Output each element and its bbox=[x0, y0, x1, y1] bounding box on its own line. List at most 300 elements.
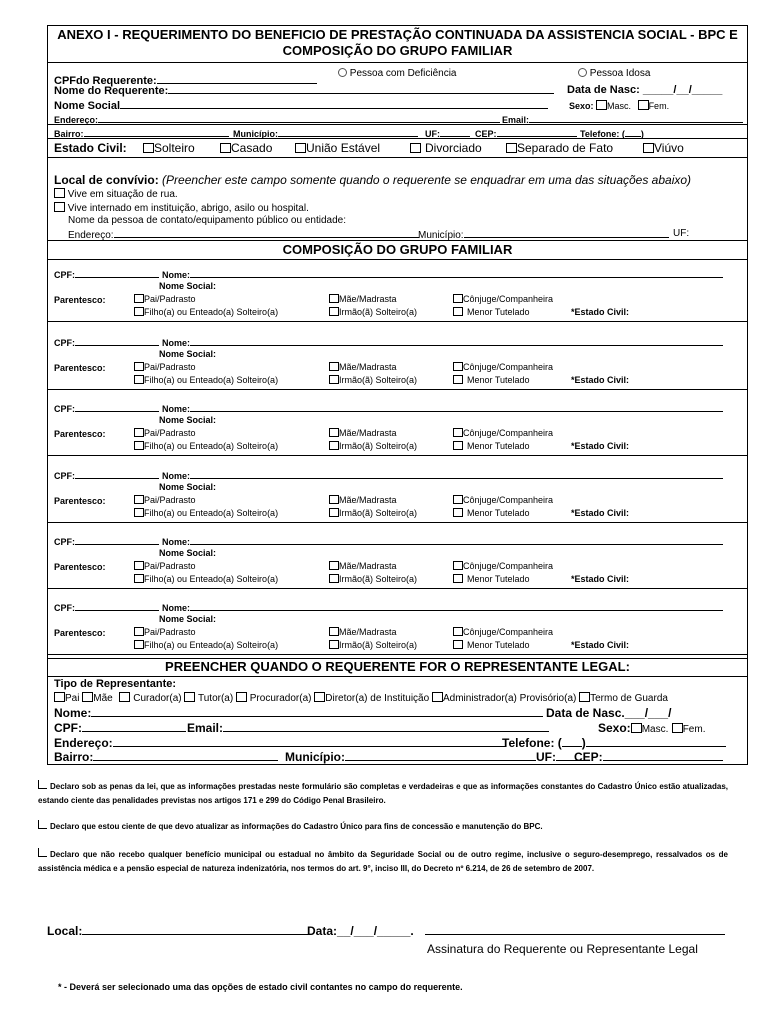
rep-sexo-label: Sexo: bbox=[598, 721, 631, 735]
parentesco-checkbox[interactable] bbox=[453, 375, 463, 384]
idosa-radio[interactable] bbox=[578, 68, 587, 77]
tipo-representante-label: Tipo de Representante: bbox=[54, 678, 177, 690]
parentesco-checkbox[interactable] bbox=[453, 640, 463, 649]
familiar-nome-label: Nome: bbox=[162, 338, 191, 348]
familiar-nome-field[interactable] bbox=[162, 336, 723, 348]
estado-civil-option-label: União Estável bbox=[306, 141, 381, 155]
parentesco-conjuge[interactable] bbox=[453, 495, 553, 505]
estado-civil-checkbox[interactable] bbox=[143, 143, 154, 153]
parentesco-option-label: Cônjuge/Companheira bbox=[463, 561, 554, 571]
parentesco-checkbox[interactable] bbox=[329, 428, 339, 437]
rep-endereco-field[interactable] bbox=[54, 736, 506, 750]
parentesco-checkbox[interactable] bbox=[453, 508, 463, 517]
fem-checkbox[interactable] bbox=[638, 100, 649, 110]
familiar-estado-civil-label: *Estado Civil: bbox=[571, 508, 630, 518]
nome-social-label: Nome Social bbox=[54, 100, 121, 112]
rep-telefone-label: Telefone: ( bbox=[502, 736, 562, 750]
parentesco-checkbox[interactable] bbox=[329, 441, 339, 450]
tipo-option-label: Tutor(a) bbox=[198, 693, 234, 704]
convivio-endereco-label: Endereço: bbox=[68, 230, 114, 241]
divider bbox=[47, 522, 748, 523]
parentesco-checkbox[interactable] bbox=[453, 627, 463, 636]
divider bbox=[47, 654, 748, 655]
rep-cep-label: CEP: bbox=[574, 750, 603, 764]
data-mask: __/___/_____. bbox=[337, 924, 414, 938]
familiar-cpf-field[interactable] bbox=[54, 402, 159, 414]
divider bbox=[47, 676, 748, 677]
parentesco-checkbox[interactable] bbox=[134, 428, 144, 437]
divider bbox=[47, 321, 748, 322]
tipo-option-label: Mãe bbox=[93, 693, 113, 704]
divider bbox=[47, 240, 748, 241]
parentesco-conjuge[interactable] bbox=[453, 627, 553, 637]
representante-title: PREENCHER QUANDO O REQUERENTE FOR O REPRESENTANTE LEGAL: bbox=[165, 659, 630, 674]
parentesco-option-label: Menor Tutelado bbox=[467, 307, 530, 317]
telefone-label: Telefone: ( bbox=[580, 129, 625, 139]
parentesco-checkbox[interactable] bbox=[134, 495, 144, 504]
parentesco-menor[interactable] bbox=[453, 375, 530, 385]
parentesco-pai[interactable] bbox=[134, 561, 196, 571]
rep-endereco-label: Endereço: bbox=[54, 736, 113, 750]
parentesco-pai[interactable] bbox=[134, 294, 196, 304]
tipo-diretor[interactable] bbox=[314, 693, 429, 704]
tipo-option-label: Curador(a) bbox=[133, 693, 182, 704]
parentesco-menor[interactable] bbox=[453, 508, 530, 518]
email-label: Email: bbox=[502, 115, 530, 125]
estado-civil-separado[interactable] bbox=[506, 141, 613, 155]
parentesco-mae[interactable] bbox=[329, 362, 397, 372]
familiar-estado-civil-label: *Estado Civil: bbox=[571, 307, 630, 317]
parentesco-option-label: Filho(a) ou Enteado(a) Solteiro(a) bbox=[144, 375, 279, 385]
rep-data-nasc-label: Data de Nasc. bbox=[546, 706, 625, 720]
familiar-cpf-field[interactable] bbox=[54, 336, 159, 348]
fem-label: Fem. bbox=[648, 101, 670, 111]
rep-telefone-field[interactable] bbox=[502, 736, 726, 750]
declaracao-checkbox[interactable] bbox=[38, 820, 47, 829]
rep-cpf-label: CPF: bbox=[54, 721, 82, 735]
convivio-uf-label: UF: bbox=[673, 228, 690, 239]
parentesco-option-label: Filho(a) ou Enteado(a) Solteiro(a) bbox=[144, 640, 279, 650]
familiar-cpf-label: CPF: bbox=[54, 270, 75, 280]
tipo-representante-options bbox=[54, 692, 668, 704]
declaracao-3[interactable] bbox=[38, 848, 728, 876]
familiar-member bbox=[47, 469, 748, 535]
parentesco-checkbox[interactable] bbox=[134, 627, 144, 636]
familiar-cpf-field[interactable] bbox=[54, 268, 159, 280]
tipo-checkbox[interactable] bbox=[119, 692, 130, 702]
parentesco-option-label: Pai/Padrasto bbox=[144, 294, 196, 304]
familiar-cpf-field[interactable] bbox=[54, 469, 159, 481]
familiar-cpf-label: CPF: bbox=[54, 471, 75, 481]
parentesco-filho[interactable] bbox=[134, 640, 278, 650]
parentesco-conjuge[interactable] bbox=[453, 561, 553, 571]
convivio-option-rua[interactable] bbox=[54, 188, 178, 200]
parentesco-menor[interactable] bbox=[453, 640, 530, 650]
parentesco-option-label: Mãe/Madrasta bbox=[339, 362, 397, 372]
tipo-option-label: Termo de Guarda bbox=[590, 693, 668, 704]
data-nasc-mask: _____/__/_____ bbox=[642, 84, 723, 96]
parentesco-checkbox[interactable] bbox=[453, 441, 463, 450]
parentesco-menor[interactable] bbox=[453, 307, 530, 317]
parentesco-checkbox[interactable] bbox=[453, 294, 463, 303]
parentesco-mae[interactable] bbox=[329, 627, 397, 637]
convivio-municipio-label: Município: bbox=[418, 230, 464, 241]
familiar-parentesco-label: Parentesco: bbox=[54, 562, 106, 572]
divider bbox=[47, 157, 748, 158]
familiar-parentesco-label: Parentesco: bbox=[54, 628, 106, 638]
parentesco-irmao[interactable] bbox=[329, 574, 417, 584]
familiar-nome-label: Nome: bbox=[162, 603, 191, 613]
parentesco-option-label: Filho(a) ou Enteado(a) Solteiro(a) bbox=[144, 574, 279, 584]
tipo-procurador[interactable] bbox=[236, 693, 311, 704]
convivio-rua-label: Vive em situação de rua. bbox=[67, 189, 178, 200]
parentesco-option-label: Mãe/Madrasta bbox=[339, 428, 397, 438]
parentesco-option-label: Menor Tutelado bbox=[467, 508, 530, 518]
tipo-checkbox[interactable] bbox=[54, 692, 65, 702]
rep-telefone-close: ) bbox=[581, 736, 586, 750]
divider bbox=[47, 62, 748, 63]
rep-fem-checkbox[interactable] bbox=[672, 723, 683, 733]
parentesco-conjuge[interactable] bbox=[453, 428, 553, 438]
parentesco-option-label: Menor Tutelado bbox=[467, 574, 530, 584]
parentesco-option-label: Cônjuge/Companheira bbox=[463, 428, 554, 438]
tipo-administrador[interactable] bbox=[432, 693, 576, 704]
parentesco-checkbox[interactable] bbox=[134, 307, 144, 316]
uf-label: UF: bbox=[425, 129, 440, 139]
parentesco-option-label: Menor Tutelado bbox=[467, 441, 530, 451]
parentesco-mae[interactable] bbox=[329, 294, 397, 304]
parentesco-mae[interactable] bbox=[329, 561, 397, 571]
parentesco-option-label: Filho(a) ou Enteado(a) Solteiro(a) bbox=[144, 508, 279, 518]
familiar-nome-field[interactable] bbox=[162, 469, 723, 481]
rep-municipio-label: Município: bbox=[285, 750, 345, 764]
parentesco-checkbox[interactable] bbox=[453, 574, 463, 583]
parentesco-option-label: Pai/Padrasto bbox=[144, 362, 196, 372]
rep-nome-label: Nome: bbox=[54, 706, 92, 720]
familiar-nome-field[interactable] bbox=[162, 402, 723, 414]
familiar-nome-social-label: Nome Social: bbox=[159, 349, 217, 359]
parentesco-option-label: Filho(a) ou Enteado(a) Solteiro(a) bbox=[144, 441, 279, 451]
estado-civil-checkbox[interactable] bbox=[410, 143, 421, 153]
familiar-nome-social-label: Nome Social: bbox=[159, 548, 217, 558]
rep-cep-field[interactable] bbox=[574, 750, 723, 764]
parentesco-checkbox[interactable] bbox=[453, 428, 463, 437]
parentesco-checkbox[interactable] bbox=[453, 495, 463, 504]
rep-email-label: Email: bbox=[187, 721, 224, 735]
parentesco-checkbox[interactable] bbox=[453, 561, 463, 570]
estado-civil-checkbox[interactable] bbox=[220, 143, 231, 153]
pcd-label: Pessoa com Deficiência bbox=[349, 68, 457, 79]
parentesco-menor[interactable] bbox=[453, 574, 530, 584]
rep-nome-field[interactable] bbox=[54, 706, 543, 720]
parentesco-option-label: Mãe/Madrasta bbox=[339, 294, 397, 304]
divider bbox=[47, 455, 748, 456]
rep-data-nasc-mask: ___/___/ bbox=[624, 706, 672, 720]
parentesco-checkbox[interactable] bbox=[329, 307, 339, 316]
rep-bairro-label: Bairro: bbox=[54, 750, 94, 764]
convivio-hint: (Preencher este campo somente quando o requerente se enquadrar em uma das situações abaixo) bbox=[162, 173, 692, 187]
tipo-option-label: Administrador(a) Provisório(a) bbox=[442, 693, 577, 704]
parentesco-option-label: Cônjuge/Companheira bbox=[463, 495, 554, 505]
parentesco-option-label: Irmão(ã) Solteiro(a) bbox=[339, 508, 418, 518]
tipo-option-label: Pai bbox=[65, 693, 80, 704]
divider bbox=[47, 259, 748, 260]
parentesco-checkbox[interactable] bbox=[134, 574, 144, 583]
cpf-requerente-label: CPFdo Requerente: bbox=[54, 75, 157, 87]
parentesco-option-label: Irmão(ã) Solteiro(a) bbox=[339, 574, 418, 584]
nome-social-field[interactable] bbox=[54, 99, 548, 112]
parentesco-checkbox[interactable] bbox=[134, 640, 144, 649]
parentesco-checkbox[interactable] bbox=[134, 508, 144, 517]
estado-civil-option-label: Solteiro bbox=[154, 141, 195, 155]
parentesco-checkbox[interactable] bbox=[329, 375, 339, 384]
parentesco-option-label: Mãe/Madrasta bbox=[339, 495, 397, 505]
idosa-option[interactable] bbox=[578, 68, 650, 79]
declaracao-checkbox[interactable] bbox=[38, 780, 47, 789]
tipo-curador[interactable] bbox=[115, 693, 181, 704]
convivio-label: Local de convívio: bbox=[54, 173, 159, 187]
familiar-cpf-label: CPF: bbox=[54, 537, 75, 547]
declaracao-1[interactable] bbox=[38, 780, 728, 808]
parentesco-checkbox[interactable] bbox=[329, 362, 339, 371]
pcd-option[interactable] bbox=[338, 68, 457, 79]
parentesco-option-label: Filho(a) ou Enteado(a) Solteiro(a) bbox=[144, 307, 279, 317]
convivio-header bbox=[54, 173, 691, 187]
divider bbox=[47, 389, 748, 390]
parentesco-pai[interactable] bbox=[134, 495, 196, 505]
estado-civil-option-label: Separado de Fato bbox=[517, 141, 614, 155]
parentesco-checkbox[interactable] bbox=[329, 495, 339, 504]
parentesco-option-label: Menor Tutelado bbox=[467, 640, 530, 650]
familiar-cpf-label: CPF: bbox=[54, 603, 75, 613]
idosa-label: Pessoa Idosa bbox=[589, 68, 651, 79]
sexo-field bbox=[569, 100, 669, 111]
parentesco-filho[interactable] bbox=[134, 307, 278, 317]
familiar-parentesco-label: Parentesco: bbox=[54, 295, 106, 305]
parentesco-irmao[interactable] bbox=[329, 441, 417, 451]
estado-civil-label: Estado Civil: bbox=[54, 141, 127, 155]
familiar-nome-label: Nome: bbox=[162, 404, 191, 414]
familiar-estado-civil-label: *Estado Civil: bbox=[571, 441, 630, 451]
convivio-rua-checkbox[interactable] bbox=[54, 188, 65, 198]
form-title-line2: COMPOSIÇÃO DO GRUPO FAMILIAR bbox=[282, 43, 513, 58]
familiar-nome-social-label: Nome Social: bbox=[159, 415, 217, 425]
parentesco-filho[interactable] bbox=[134, 441, 278, 451]
estado-civil-casado[interactable] bbox=[220, 141, 272, 155]
parentesco-option-label: Pai/Padrasto bbox=[144, 561, 196, 571]
rep-sexo-field bbox=[598, 721, 705, 735]
local-field[interactable] bbox=[47, 924, 310, 938]
tipo-checkbox[interactable] bbox=[82, 692, 93, 702]
footnote: * - Deverá ser selecionado uma das opções de estado civil contantes no campo do requerente. bbox=[58, 982, 463, 992]
familiar-estado-civil-label: *Estado Civil: bbox=[571, 574, 630, 584]
data-label: Data: bbox=[307, 924, 338, 938]
local-label: Local: bbox=[47, 924, 83, 938]
familiar-member bbox=[47, 402, 748, 468]
parentesco-option-label: Pai/Padrasto bbox=[144, 428, 196, 438]
rep-fem-label: Fem. bbox=[682, 724, 706, 735]
signature-line bbox=[425, 934, 725, 935]
familiar-nome-field[interactable] bbox=[162, 268, 723, 280]
parentesco-checkbox[interactable] bbox=[134, 294, 144, 303]
familiar-estado-civil-label: *Estado Civil: bbox=[571, 640, 630, 650]
bairro-label: Bairro: bbox=[54, 129, 84, 139]
familiar-member bbox=[47, 268, 748, 334]
rep-municipio-field[interactable] bbox=[285, 750, 511, 764]
familiar-cpf-label: CPF: bbox=[54, 404, 75, 414]
declaracao-2[interactable] bbox=[38, 820, 728, 834]
familiar-nome-label: Nome: bbox=[162, 537, 191, 547]
tipo-guarda[interactable] bbox=[579, 693, 668, 704]
rep-masc-label: Masc. bbox=[641, 724, 669, 735]
rep-data-nasc-field[interactable] bbox=[546, 706, 671, 720]
parentesco-option-label: Mãe/Madrasta bbox=[339, 561, 397, 571]
parentesco-pai[interactable] bbox=[134, 627, 196, 637]
data-field[interactable] bbox=[307, 924, 414, 938]
estado-civil-uniao[interactable] bbox=[295, 141, 380, 155]
familiar-parentesco-label: Parentesco: bbox=[54, 496, 106, 506]
declaracao-text: Declaro que não recebo qualquer benefício municipal ou estadual no âmbito da Seguridade Social ou de outro regime, inclusive o seguro-desemprego, ressalvados os de assistência médica e a pensão especial de natureza indenizatória, nos termos do art. 9°, inciso III, do Decreto nº 6.214, de 26 de setembro de 2007. bbox=[38, 850, 728, 873]
parentesco-mae[interactable] bbox=[329, 428, 397, 438]
nome-requerente-label: Nome do Requerente: bbox=[54, 85, 169, 97]
divider bbox=[47, 124, 748, 125]
endereco-label: Endereço: bbox=[54, 115, 99, 125]
parentesco-conjuge[interactable] bbox=[453, 362, 553, 372]
parentesco-checkbox[interactable] bbox=[329, 627, 339, 636]
familiar-member bbox=[47, 336, 748, 402]
parentesco-mae[interactable] bbox=[329, 495, 397, 505]
estado-civil-divorciado[interactable] bbox=[410, 141, 482, 155]
parentesco-irmao[interactable] bbox=[329, 508, 417, 518]
familiar-estado-civil-label: *Estado Civil: bbox=[571, 375, 630, 385]
estado-civil-viuvo[interactable] bbox=[643, 141, 684, 155]
parentesco-checkbox[interactable] bbox=[134, 441, 144, 450]
familiar-nome-label: Nome: bbox=[162, 471, 191, 481]
familiar-nome-field[interactable] bbox=[162, 601, 723, 613]
pcd-radio[interactable] bbox=[338, 68, 347, 77]
tipo-pai[interactable] bbox=[54, 693, 79, 704]
parentesco-checkbox[interactable] bbox=[453, 362, 463, 371]
parentesco-checkbox[interactable] bbox=[329, 294, 339, 303]
tipo-option-label: Diretor(a) de Instituição bbox=[325, 693, 430, 704]
tipo-checkbox[interactable] bbox=[236, 692, 247, 702]
rep-cpf-field[interactable] bbox=[54, 721, 186, 735]
rep-masc-checkbox[interactable] bbox=[631, 723, 642, 733]
parentesco-option-label: Pai/Padrasto bbox=[144, 627, 196, 637]
cep-label: CEP: bbox=[475, 129, 497, 139]
parentesco-conjuge[interactable] bbox=[453, 294, 553, 304]
parentesco-option-label: Pai/Padrasto bbox=[144, 495, 196, 505]
form-title-line1: ANEXO I - REQUERIMENTO DO BENEFICIO DE PRESTAÇÃO CONTINUADA DA ASSISTENCIA SOCIAL - BPC E bbox=[57, 27, 738, 42]
parentesco-option-label: Cônjuge/Companheira bbox=[463, 362, 554, 372]
familiar-nome-social-label: Nome Social: bbox=[159, 482, 217, 492]
assinatura-label: Assinatura do Requerente ou Representante Legal bbox=[427, 942, 698, 956]
tipo-checkbox[interactable] bbox=[579, 692, 590, 702]
estado-civil-option-label: Viúvo bbox=[654, 141, 684, 155]
estado-civil-checkbox[interactable] bbox=[506, 143, 517, 153]
parentesco-checkbox[interactable] bbox=[134, 362, 144, 371]
parentesco-irmao[interactable] bbox=[329, 375, 417, 385]
divider bbox=[47, 138, 748, 139]
estado-civil-option-label: Casado bbox=[231, 141, 273, 155]
masc-checkbox[interactable] bbox=[596, 100, 607, 110]
parentesco-checkbox[interactable] bbox=[329, 640, 339, 649]
familiar-member bbox=[47, 535, 748, 601]
rep-bairro-field[interactable] bbox=[54, 750, 278, 764]
masc-label: Masc. bbox=[607, 101, 632, 111]
contato-label: Nome da pessoa de contato/equipamento público ou entidade: bbox=[68, 215, 346, 226]
data-nasc-field[interactable] bbox=[567, 84, 722, 96]
familiar-nome-social-label: Nome Social: bbox=[159, 614, 217, 624]
familiar-cpf-field[interactable] bbox=[54, 535, 159, 547]
divider bbox=[47, 588, 748, 589]
parentesco-checkbox[interactable] bbox=[329, 561, 339, 570]
parentesco-checkbox[interactable] bbox=[453, 307, 463, 316]
nome-requerente-field[interactable] bbox=[54, 84, 554, 97]
familiar-cpf-label: CPF: bbox=[54, 338, 75, 348]
parentesco-irmao[interactable] bbox=[329, 640, 417, 650]
parentesco-filho[interactable] bbox=[134, 375, 278, 385]
estado-civil-checkbox[interactable] bbox=[643, 143, 654, 153]
parentesco-checkbox[interactable] bbox=[134, 375, 144, 384]
sexo-label: Sexo: bbox=[569, 101, 594, 111]
parentesco-menor[interactable] bbox=[453, 441, 530, 451]
convivio-internado-label: Vive internado em instituição, abrigo, asilo ou hospital. bbox=[67, 203, 309, 214]
tipo-option-label: Procurador(a) bbox=[249, 693, 312, 704]
familiar-nome-social-label: Nome Social: bbox=[159, 281, 217, 291]
declaracao-checkbox[interactable] bbox=[38, 848, 47, 857]
municipio-label: Município: bbox=[233, 129, 278, 139]
rep-email-field[interactable] bbox=[187, 721, 549, 735]
tipo-tutor[interactable] bbox=[184, 693, 233, 704]
estado-civil-solteiro[interactable] bbox=[143, 141, 195, 155]
familiar-cpf-field[interactable] bbox=[54, 601, 159, 613]
parentesco-filho[interactable] bbox=[134, 508, 278, 518]
tipo-checkbox[interactable] bbox=[314, 692, 325, 702]
parentesco-option-label: Irmão(ã) Solteiro(a) bbox=[339, 441, 418, 451]
parentesco-option-label: Menor Tutelado bbox=[467, 375, 530, 385]
parentesco-option-label: Mãe/Madrasta bbox=[339, 627, 397, 637]
parentesco-pai[interactable] bbox=[134, 362, 196, 372]
estado-civil-checkbox[interactable] bbox=[295, 143, 306, 153]
parentesco-filho[interactable] bbox=[134, 574, 278, 584]
tipo-checkbox[interactable] bbox=[184, 692, 195, 702]
tipo-mae[interactable] bbox=[82, 693, 112, 704]
convivio-internado-checkbox[interactable] bbox=[54, 202, 65, 212]
familiar-parentesco-label: Parentesco: bbox=[54, 363, 106, 373]
declaracao-text: Declaro que estou ciente de que devo atualizar as informações do Cadastro Único para fins de concessão e manutenção do BPC. bbox=[50, 822, 543, 831]
rep-uf-label: UF: bbox=[536, 750, 556, 764]
declaracao-text: Declaro sob as penas da lei, que as informações prestadas neste formulário são completas e verdadeiras e que as informações constantes do Cadastro Único estão atualizadas, estando ciente das penalidades previstas nos artigos 171 e 299 do Código Penal Brasileiro. bbox=[38, 782, 728, 805]
tipo-checkbox[interactable] bbox=[432, 692, 443, 702]
estado-civil-row bbox=[54, 141, 127, 155]
familiar-nome-field[interactable] bbox=[162, 535, 723, 547]
parentesco-option-label: Irmão(ã) Solteiro(a) bbox=[339, 307, 418, 317]
grupo-title: COMPOSIÇÃO DO GRUPO FAMILIAR bbox=[282, 242, 513, 257]
parentesco-checkbox[interactable] bbox=[329, 574, 339, 583]
data-nasc-label: Data de Nasc: bbox=[567, 84, 640, 96]
telefone-close: ) bbox=[640, 129, 644, 139]
parentesco-irmao[interactable] bbox=[329, 307, 417, 317]
parentesco-option-label: Irmão(ã) Solteiro(a) bbox=[339, 640, 418, 650]
parentesco-option-label: Irmão(ã) Solteiro(a) bbox=[339, 375, 418, 385]
parentesco-pai[interactable] bbox=[134, 428, 196, 438]
parentesco-checkbox[interactable] bbox=[134, 561, 144, 570]
convivio-option-internado[interactable] bbox=[54, 202, 309, 214]
parentesco-checkbox[interactable] bbox=[329, 508, 339, 517]
familiar-parentesco-label: Parentesco: bbox=[54, 429, 106, 439]
parentesco-option-label: Cônjuge/Companheira bbox=[463, 294, 554, 304]
